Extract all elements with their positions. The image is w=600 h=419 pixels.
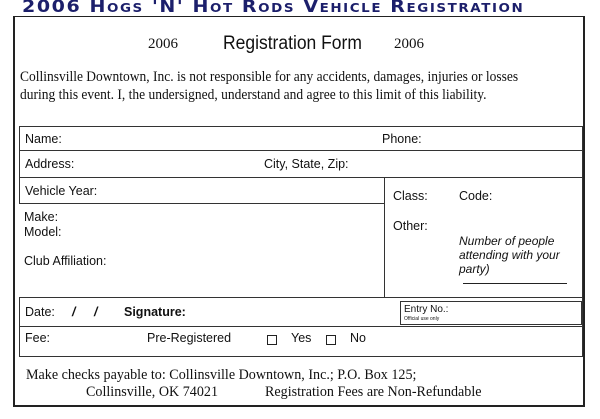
disclaimer-line-1: Collinsville Downtown, Inc. is not responsible for any accidents, damages, injuries or losses [20,69,519,85]
make-label: Make: [24,210,59,224]
name-label: Name: [25,132,62,146]
disclaimer-line-2: during this event. I, the undersigned, understand and agree to this limit of this liability. [20,87,487,103]
non-refundable-note: Registration Fees are Non-Refundable [265,384,482,400]
liability-disclaimer [20,68,550,104]
model-label: Model: [24,225,62,239]
official-use-label: Official use only [404,316,440,322]
entry-number-box [400,301,582,325]
city-state-zip-label: City, State, Zip: [264,157,349,171]
party-size-note [459,234,560,276]
yes-label: Yes [291,331,312,345]
year-left: 2006 [148,36,178,52]
party-note-line-2: attending with your [459,248,560,262]
party-size-input-line[interactable] [463,283,567,284]
fee-label: Fee: [25,331,51,345]
vehicle-year-field[interactable] [19,177,385,204]
pre-registered-label: Pre-Registered [147,331,232,345]
party-note-line-3: party) [459,262,490,276]
party-note-line-1: Number of people [459,234,555,248]
mailing-city: Collinsville, OK 74021 [86,384,218,400]
address-row[interactable] [19,150,583,178]
code-label: Code: [459,189,493,203]
address-label: Address: [25,157,75,171]
no-label: No [350,331,366,345]
date-label: Date: [25,305,55,319]
year-right: 2006 [394,36,424,52]
signature-label: Signature: [124,305,186,319]
club-affiliation-label: Club Affiliation: [24,254,107,268]
form-title: Registration Form [223,33,362,54]
other-label: Other: [393,219,428,233]
column-divider [384,177,385,298]
banner-title: 2006 Hogs 'N' Hot Rods Vehicle Registration [22,0,525,17]
name-phone-row[interactable] [19,126,583,151]
entry-no-label: Entry No.: [404,304,449,315]
date-separator-1: / [72,305,76,319]
right-border [582,177,583,298]
yes-checkbox[interactable] [267,335,277,345]
phone-label: Phone: [382,132,422,146]
no-checkbox[interactable] [326,335,336,345]
payment-instructions: Make checks payable to: Collinsville Downtown, Inc.; P.O. Box 125; [26,367,417,383]
vehicle-year-label: Vehicle Year: [25,184,98,198]
class-label: Class: [393,189,428,203]
date-separator-2: / [94,305,98,319]
fee-row [19,326,583,357]
